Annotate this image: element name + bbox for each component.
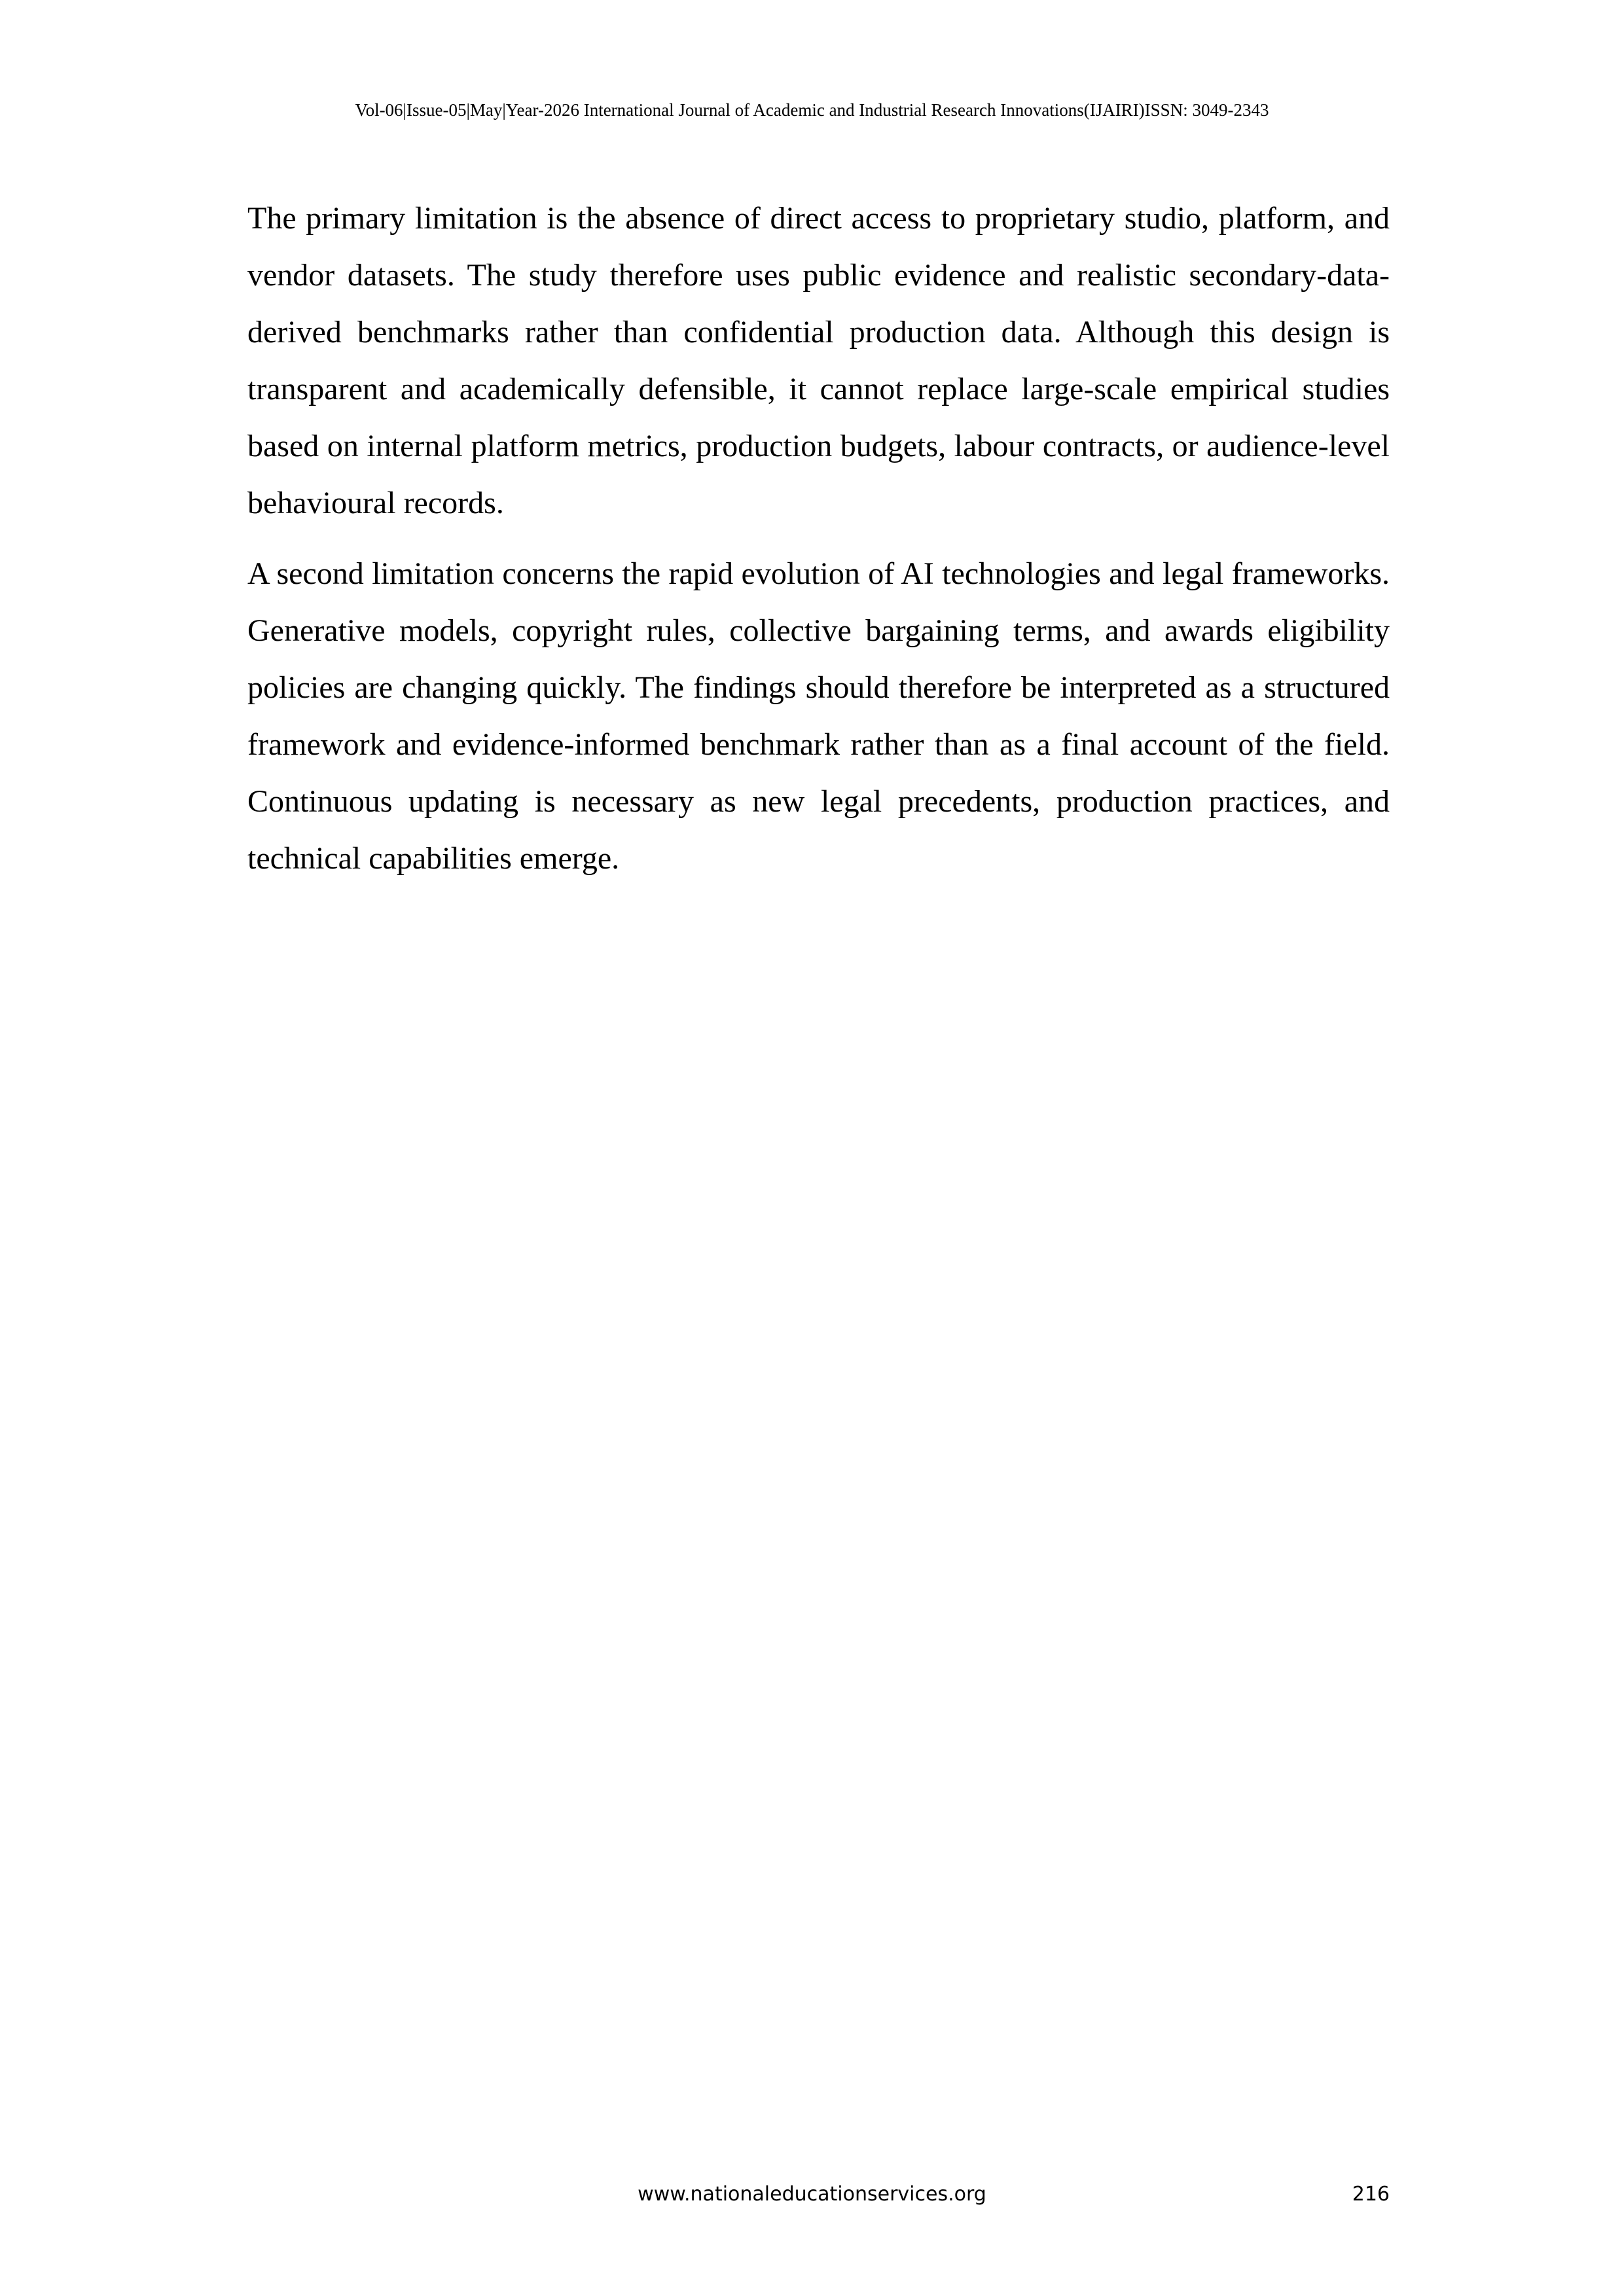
- paragraph-second-limitation: A second limitation concerns the rapid evolution of AI technologies and legal frameworks. Generative models, copyright rules, collective bargaining terms, and awards eligibility policies are changing quickly. The findings should therefore be interpreted as a structured framework and evidence-informed benchmark rather than as a final account of the field. Continuous updating is necessary as new legal precedents, production practices, and technical capabilities emerge.: [247, 556, 1390, 876]
- body-text: [247, 190, 1390, 901]
- page-number: 216: [1352, 2183, 1390, 2206]
- paragraph-primary-limitation: The primary limitation is the absence of direct access to proprietary studio, platform, and vendor datasets. The study therefore uses public evidence and realistic secondary-data-derived benchmarks rather than confidential production data. Although this design is transparent and academically defensible, it cannot replace large-scale empirical studies based on internal platform metrics, production budgets, labour contracts, or audience-level behavioural records.: [247, 201, 1390, 520]
- footer-url: www.nationaleducationservices.org: [638, 2183, 986, 2206]
- running-header: Vol-06|Issue-05|May|Year-2026 International Journal of Academic and Industrial Research Innovations(IJAIRI)ISSN: 3049-2343: [355, 100, 1269, 120]
